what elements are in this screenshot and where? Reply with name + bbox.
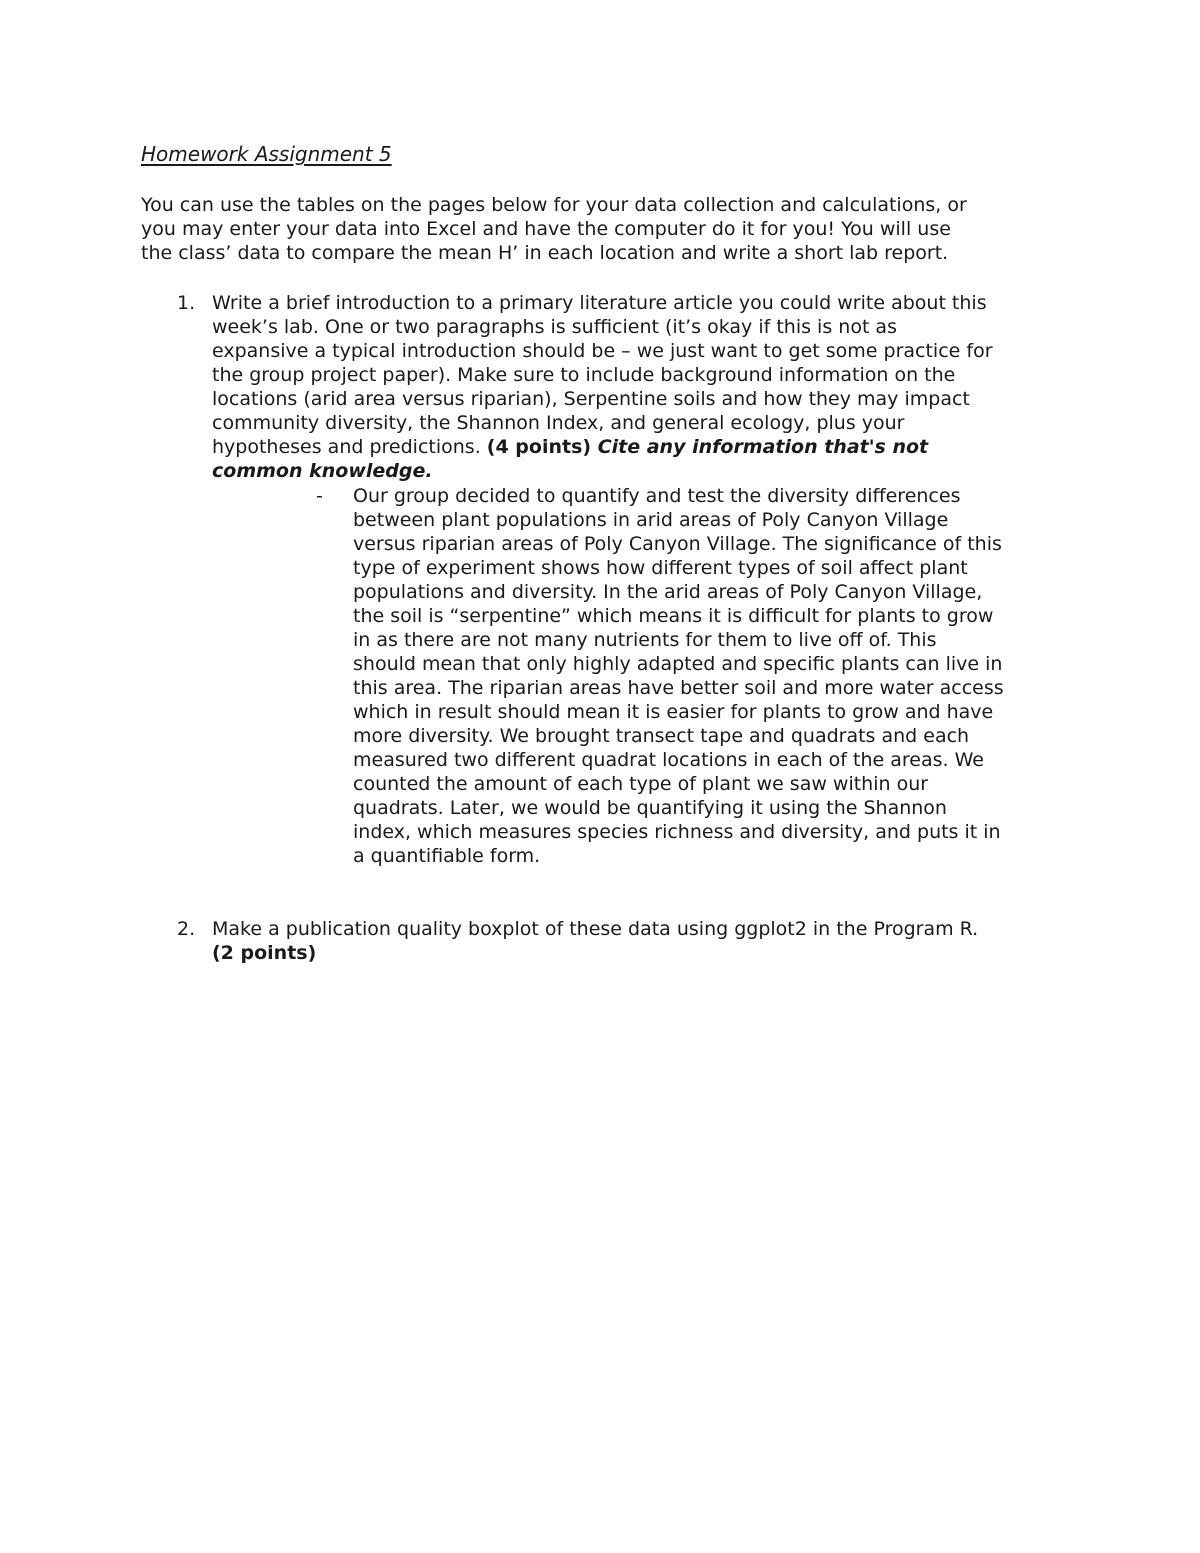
answer-line: versus riparian areas of Poly Canyon Village. The significance of this [353,533,1002,555]
item-line: week’s lab. One or two paragraphs is sufficient (it’s okay if this is not as [212,316,897,338]
answer-line: type of experiment shows how different types of soil affect plant [353,557,968,579]
answer-line: quadrats. Later, we would be quantifying it using the Shannon [353,797,947,819]
item-line: community diversity, the Shannon Index, and general ecology, plus your [212,412,905,434]
intro-paragraph [141,193,1061,265]
answer-line: index, which measures species richness and diversity, and puts it in [353,821,1001,843]
intro-line: you may enter your data into Excel and have the computer do it for you! You will use [141,218,951,240]
item-line: expansive a typical introduction should be – we just want to get some practice for [212,340,993,362]
item-line: Write a brief introduction to a primary literature article you could write about this [212,292,987,314]
answer-line: populations and diversity. In the arid areas of Poly Canyon Village, [353,581,983,603]
answer-line: between plant populations in arid areas of Poly Canyon Village [353,509,949,531]
answer-line: the soil is “serpentine” which means it is difficult for plants to grow [353,605,994,627]
item-line-text: hypotheses and predictions. [212,436,487,458]
bullet-marker: - [316,485,323,507]
intro-line: You can use the tables on the pages below for your data collection and calculations, or [141,194,967,216]
item-line [212,435,1072,459]
answer-line: more diversity. We brought transect tape and quadrats and each [353,725,970,747]
item-line: Make a publication quality boxplot of these data using ggplot2 in the Program R. [212,918,979,940]
item-line: locations (arid area versus riparian), Serpentine soils and how they may impact [212,388,970,410]
answer-line: a quantifiable form. [353,845,541,867]
page-title: Homework Assignment 5 [141,142,392,166]
answer-line: Our group decided to quantify and test the diversity differences [353,485,961,507]
answer-line: measured two different quadrat locations in each of the areas. We [353,749,984,771]
list-item-number: 1. [177,292,196,314]
cite-note: common knowledge. [212,460,433,482]
answer-line: in as there are not many nutrients for them to live off of. This [353,629,937,651]
answer-line: counted the amount of each type of plant we saw within our [353,773,929,795]
list-item-text [212,917,1072,965]
list-item-2 [141,917,1071,965]
item-line: the group project paper). Make sure to include background information on the [212,364,956,386]
answer-line: this area. The riparian areas have better soil and more water access [353,677,1004,699]
answer-text [353,484,1073,868]
cite-note: Cite any information that's not [591,436,929,458]
points-label: (2 points) [212,942,317,964]
answer-line: should mean that only highly adapted and specific plants can live in [353,653,1003,675]
list-item-text [212,291,1072,483]
points-label: (4 points) [486,436,592,458]
intro-line: the class’ data to compare the mean H’ in each location and write a short lab report. [141,242,949,264]
list-item-1 [141,291,1071,483]
answer-line: which in result should mean it is easier for plants to grow and have [353,701,994,723]
list-item-number: 2. [177,918,196,940]
